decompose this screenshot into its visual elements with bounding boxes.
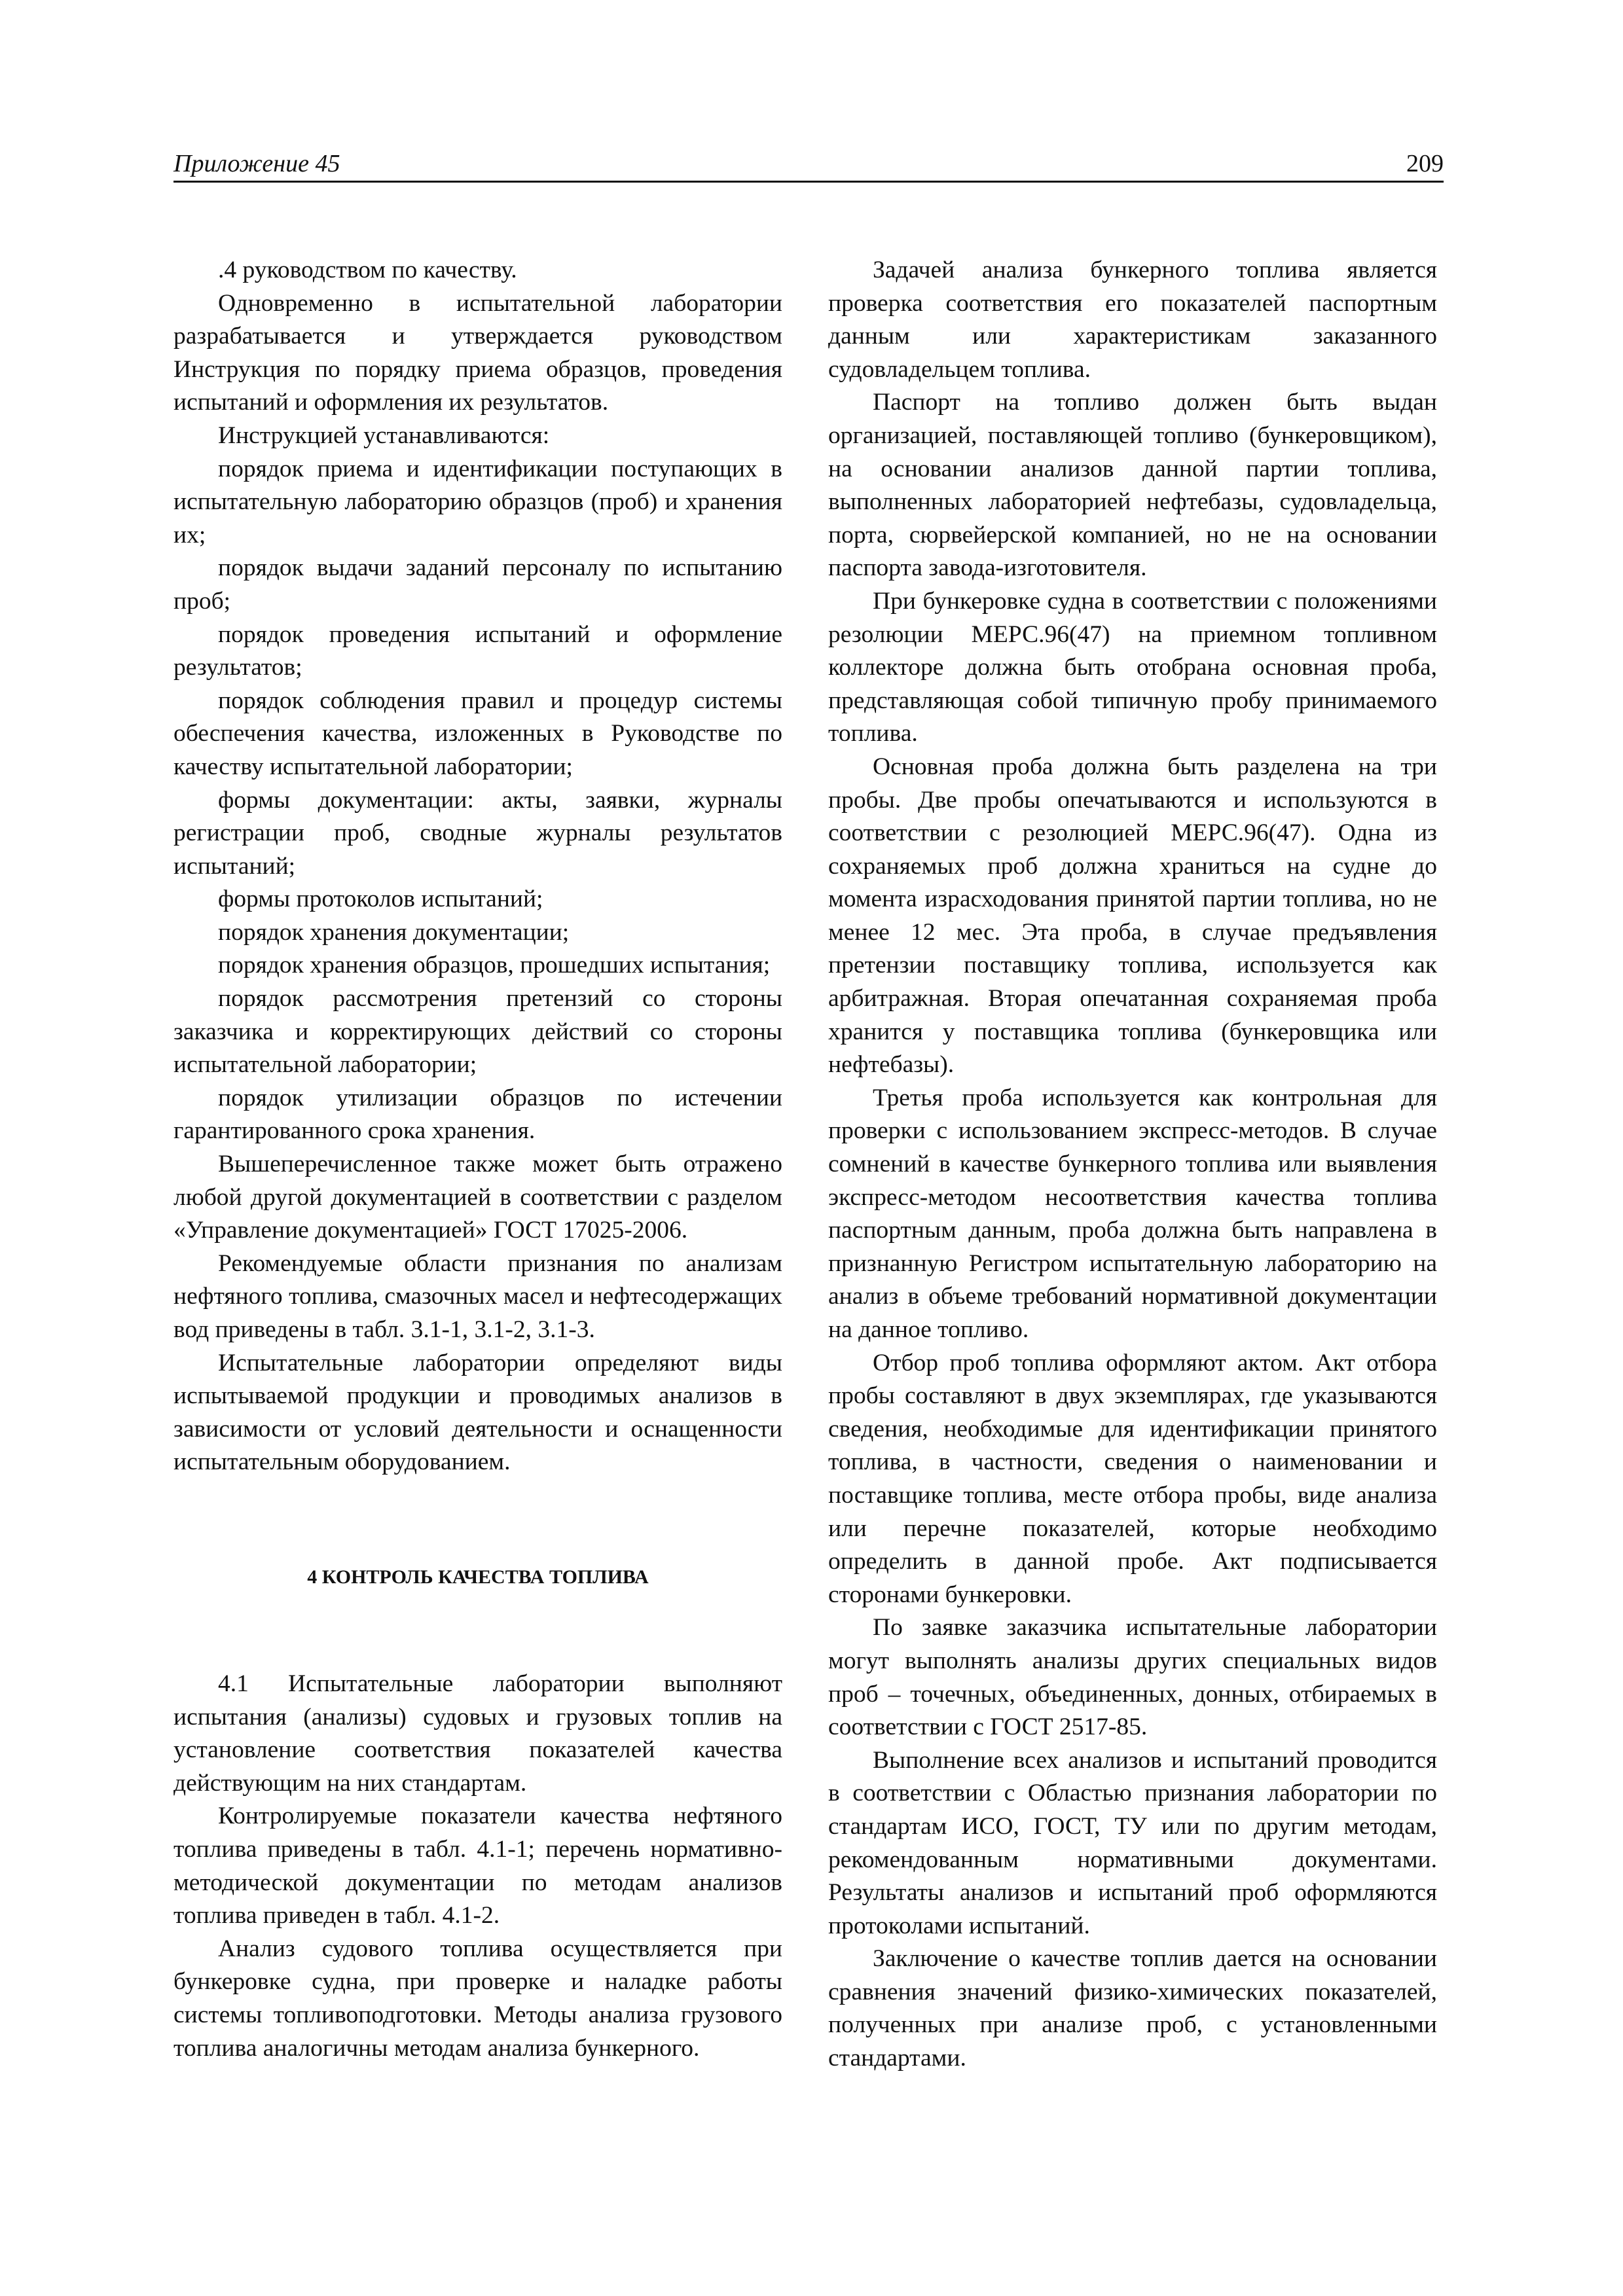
paragraph: Третья проба используется как контрольная для проверки с использованием экспресс-методов. В случае сомнений в качестве бункерного топлива или выявления экспресс-методом несоответствия качества топлива паспортным данным, проба должна быть направлена в признанную Регистром испытательную лабораторию на анализ в объеме требований нормативной документации на данное топливо. [828, 1084, 1437, 1343]
paragraph: порядок рассмотрения претензий со стороны заказчика и корректирующих действий со стороны испытательной лаборатории; [173, 985, 782, 1079]
paragraph: порядок приема и идентификации поступающих в испытательную лабораторию образцов (проб) и хранения их; [173, 455, 782, 548]
header-title: Приложение 45 [173, 150, 340, 177]
paragraph: формы документации: акты, заявки, журналы регистрации проб, сводные журналы результатов испытаний; [173, 786, 782, 880]
section-heading: 4 КОНТРОЛЬ КАЧЕСТВА ТОПЛИВА [307, 1566, 649, 1588]
right-column [828, 254, 1437, 2075]
paragraph: Отбор проб топлива оформляют актом. Акт отбора пробы составляют в двух экземплярах, где указываются сведения, необходимые для идентификации принятого топлива, в частности, сведения о наименовании и поставщике топлива, месте отбора пробы, виде анализа или перечне показателей, которые необходимо определить в данной пробе. Акт подписывается сторонами бункеровки. [828, 1349, 1437, 1608]
paragraph: порядок хранения документации; [218, 918, 570, 946]
paragraph: .4 руководством по качеству. [218, 257, 517, 283]
paragraph: Основная проба должна быть разделена на три пробы. Две пробы опечатываются и используются в соответствии с резолюцией МЕРС.96(47). Одна из сохраняемых проб должна храниться на судне до момента израсходования принятой партии топлива, но не менее 12 мес. Эта проба, в случае предъявления претензии поставщику топлива, используется как арбитражная. Вторая опечатанная сохраняемая проба хранится у поставщика топлива (бункеровщика или нефтебазы). [828, 753, 1437, 1079]
paragraph: Рекомендуемые области признания по анализам нефтяного топлива, смазочных масел и нефтесодержащих вод приведены в табл. 3.1-1, 3.1-2, 3.1-3. [173, 1249, 782, 1343]
paragraph: Контролируемые показатели качества нефтяного топлива приведены в табл. 4.1-1; перечень нормативно-методической документации по методам анализов топлива приведен в табл. 4.1-2. [173, 1803, 782, 1929]
running-header [173, 143, 1444, 183]
paragraph: Заключение о качестве топлив дается на основании сравнения значений физико-химических показателей, полученных при анализе проб, с установленными стандартами. [828, 1945, 1437, 2072]
left-column [173, 254, 782, 2065]
paragraph: Анализ судового топлива осуществляется при бункеровке судна, при проверке и наладке работы системы топливоподготовки. Методы анализа грузового топлива аналогичны методам анализа бункерного. [173, 1935, 782, 2062]
paragraph: 4.1 Испытательные лаборатории выполняют испытания (анализы) судовых и грузовых топлив на установление соответствия показателей качества действующим на них стандартам. [173, 1670, 782, 1797]
paragraph: По заявке заказчика испытательные лаборатории могут выполнять анализы других специальных видов проб – точечных, объединенных, донных, отбираемых в соответствии с ГОСТ 2517-85. [828, 1614, 1437, 1741]
paragraph: порядок проведения испытаний и оформление результатов; [173, 620, 782, 681]
paragraph: порядок соблюдения правил и процедур системы обеспечения качества, изложенных в Руководстве по качеству испытательной лаборатории; [173, 687, 782, 780]
paragraph: Паспорт на топливо должен быть выдан организацией, поставляющей топливо (бункеровщиком), на основании анализов данной партии топлива, выполненных лабораторией нефтебазы, судовладельца, порта, сюрвейерской компанией, но не на основании паспорта завода-изготовителя. [828, 389, 1437, 582]
paragraph: Задачей анализа бункерного топлива является проверка соответствия его показателей паспортным данным или характеристикам заказанного судовладельцем топлива. [828, 257, 1437, 383]
paragraph: порядок хранения образцов, прошедших испытания; [218, 952, 771, 979]
paragraph: При бункеровке судна в соответствии с положениями резолюции МЕРС.96(47) на приемном топливном коллекторе должна быть отобрана основная проба, представляющая собой типичную пробу принимаемого топлива. [828, 587, 1437, 747]
paragraph: Выполнение всех анализов и испытаний проводится в соответствии с Областью признания лаборатории по стандартам ИСО, ГОСТ, ТУ или по другим методам, рекомендованным нормативными документами. Результаты анализов и испытаний проб оформляются протоколами испытаний. [828, 1746, 1437, 1939]
paragraph: порядок выдачи заданий персоналу по испытанию проб; [173, 554, 782, 615]
paragraph: Одновременно в испытательной лаборатории разрабатывается и утверждается руководством Инструкция по порядку приема образцов, проведения испытаний и оформления их результатов. [173, 289, 782, 416]
paragraph: Испытательные лаборатории определяют виды испытываемой продукции и проводимых анализов в зависимости от условий деятельности и оснащенности испытательным оборудованием. [173, 1349, 782, 1476]
paragraph: порядок утилизации образцов по истечении гарантированного срока хранения. [173, 1084, 782, 1145]
paragraph: Вышеперечисленное также может быть отражено любой другой документацией в соответствии с разделом «Управление документацией» ГОСТ 17025-2006. [173, 1151, 782, 1244]
paragraph: формы протоколов испытаний; [218, 886, 543, 913]
paragraph: Инструкцией устанавливаются: [218, 422, 550, 449]
page-number: 209 [1406, 150, 1444, 177]
